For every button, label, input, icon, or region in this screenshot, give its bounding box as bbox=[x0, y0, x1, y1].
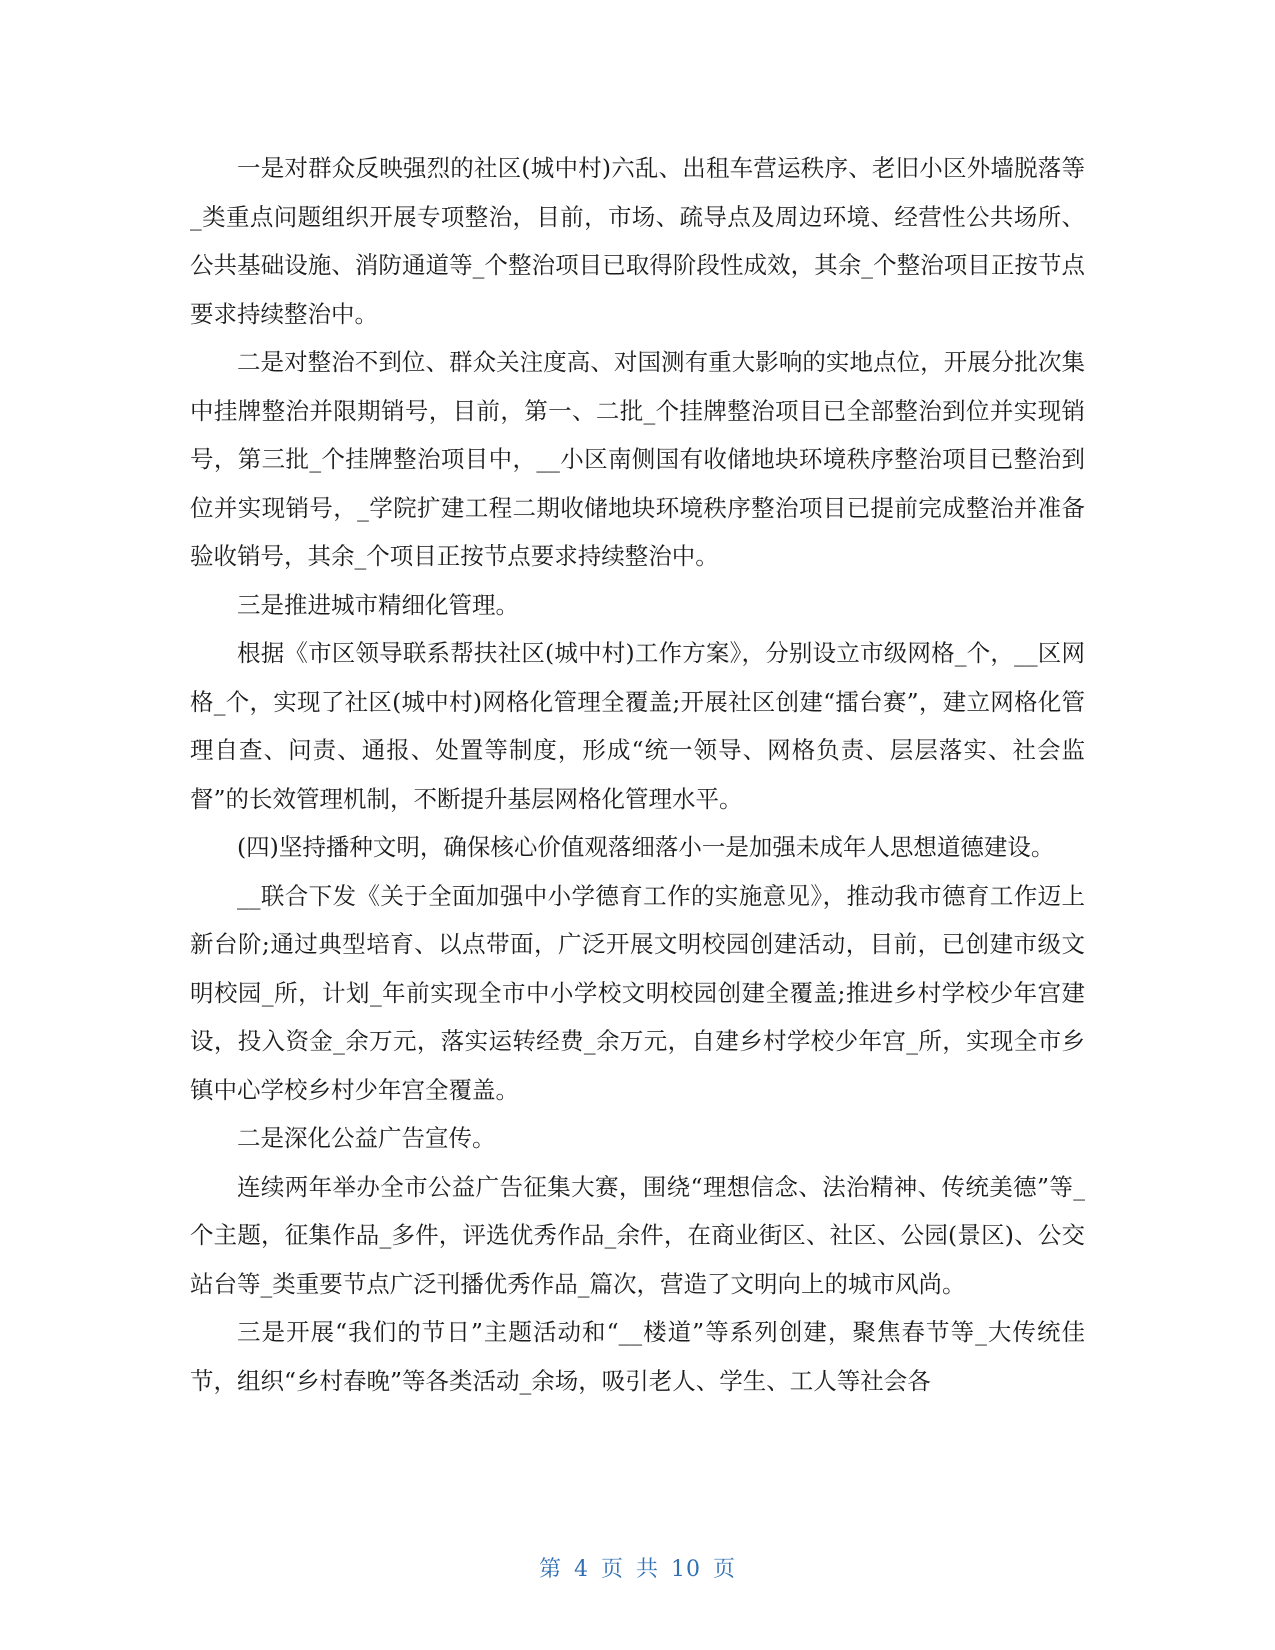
footer-page-word: 页 bbox=[600, 1557, 624, 1582]
paragraph-6: __联合下发《关于全面加强中小学德育工作的实施意见》，推动我市德育工作迈上新台阶;通过典型培育、以点带面，广泛开展文明校园创建活动，目前，已创建市级文明校园_所，计划_年前实现全市中小学校文明校园创建全覆盖;推进乡村学校少年宫建设，投入资金_余万元，落实运转经费_余万元，自建乡村学校少年宫_所，实现全市乡镇中心学校乡村少年宫全覆盖。 bbox=[190, 881, 1085, 1104]
footer-total-pages: 10 bbox=[671, 1557, 702, 1582]
paragraph-3: 三是推进城市精细化管理。 bbox=[237, 590, 519, 619]
paragraph-2: 二是对整治不到位、群众关注度高、对国测有重大影响的实地点位，开展分批次集中挂牌整治并限期销号，目前，第一、二批_个挂牌整治项目已全部整治到位并实现销号，第三批_个挂牌整治项目中，__小区南侧国有收储地块环境秩序整治项目已整治到位并实现销号，_学院扩建工程二期收储地块环境秩序整治项目已提前完成整治并准备验收销号，其余_个项目正按节点要求持续整治中。 bbox=[190, 348, 1085, 570]
footer-current-page: 4 bbox=[573, 1557, 589, 1582]
document-body bbox=[190, 144, 1085, 1405]
footer-total-word: 共 bbox=[636, 1557, 660, 1582]
paragraph-1: 一是对群众反映强烈的社区(城中村)六乱、出租车营运秩序、老旧小区外墙脱落等_类重点问题组织开展专项整治，目前，市场、疏导点及周边环境、经营性公共场所、公共基础设施、消防通道等_个整治项目已取得阶段性成效，其余_个整治项目正按节点要求持续整治中。 bbox=[190, 154, 1085, 328]
paragraph-9: 三是开展“我们的节日”主题活动和“__楼道”等系列创建，聚焦春节等_大传统佳节，组织“乡村春晚”等各类活动_余场，吸引老人、学生、工人等社会各 bbox=[190, 1318, 1085, 1395]
paragraph-5: (四)坚持播种文明，确保核心价值观落细落小一是加强未成年人思想道德建设。 bbox=[237, 833, 1055, 861]
footer-suffix: 页 bbox=[713, 1557, 737, 1582]
paragraph-8: 连续两年举办全市公益广告征集大赛，围绕“理想信念、法治精神、传统美德”等_个主题，征集作品_多件，评选优秀作品_余件，在商业街区、社区、公园(景区)、公交站台等_类重要节点广泛刊播优秀作品_篇次，营造了文明向上的城市风尚。 bbox=[190, 1172, 1085, 1298]
paragraph-4: 根据《市区领导联系帮扶社区(城中村)工作方案》，分别设立市级网格_个，__区网格_个，实现了社区(城中村)网格化管理全覆盖;开展社区创建“擂台赛”，建立网格化管理自查、问责、通报、处置等制度，形成“统一领导、网格负责、层层落实、社会监督”的长效管理机制，不断提升基层网格化管理水平。 bbox=[190, 639, 1085, 813]
paragraph-7: 二是深化公益广告宣传。 bbox=[237, 1124, 496, 1152]
footer-prefix: 第 bbox=[538, 1557, 562, 1582]
page-number-footer bbox=[0, 1552, 1275, 1583]
